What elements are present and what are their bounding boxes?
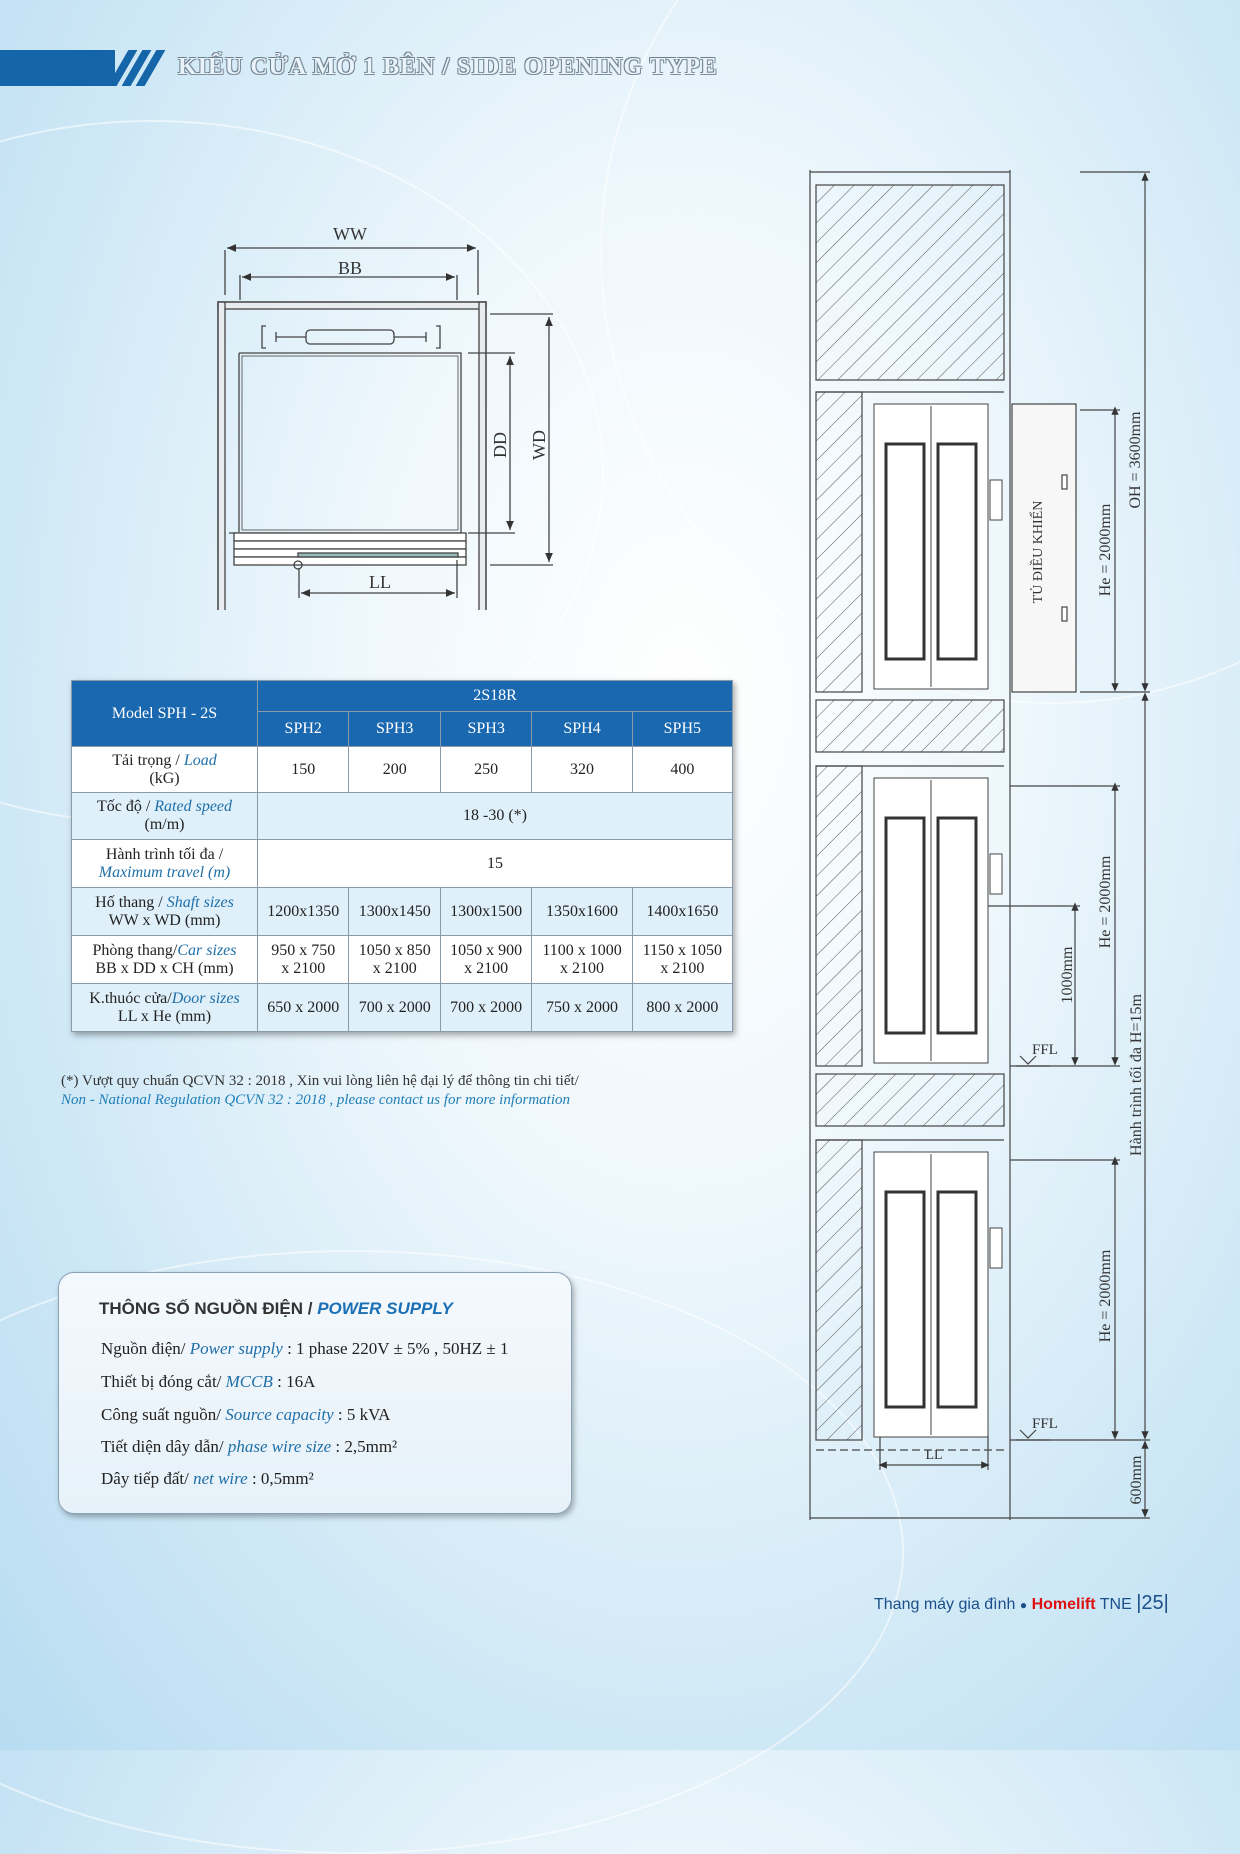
footer-label: Thang máy gia đình	[874, 1596, 1016, 1613]
table-cell: 1100 x 1000 x 2100	[532, 936, 632, 984]
table-cell: 250	[440, 747, 531, 793]
page-number: |25|	[1136, 1592, 1169, 1614]
table-cell: 650 x 2000	[258, 984, 349, 1032]
section-drawing	[780, 160, 1180, 1550]
travel-label: Hành trình tối đa H=15m	[1128, 994, 1145, 1156]
ffl-label: FFL	[1032, 1416, 1058, 1432]
table-row	[72, 793, 733, 840]
ffl-label: FFL	[1032, 1042, 1058, 1058]
footer-brand: Homelift	[1031, 1596, 1096, 1613]
power-item: Công suất nguồn/ Source capacity : 5 kVA	[101, 1405, 391, 1424]
model-name: SPH3	[349, 712, 440, 747]
row-label: Phòng thang/Car sizes BB x DD x CH (mm)	[72, 936, 258, 984]
table-cell: 150	[258, 747, 349, 793]
power-item: Nguồn điện/ Power supply : 1 phase 220V ± 5% , 50HZ ± 1	[101, 1339, 509, 1358]
table-cell: 400	[632, 747, 732, 793]
footer-bullet: ●	[1019, 1598, 1028, 1612]
page-footer	[874, 1592, 1169, 1615]
row-label: Tốc độ / Rated speed (m/m)	[72, 793, 258, 840]
table-cell: 1150 x 1050 x 2100	[632, 936, 732, 984]
he-label: He = 2000mm	[1097, 503, 1114, 597]
table-row	[72, 936, 733, 984]
model-name: SPH2	[258, 712, 349, 747]
row-label: Hố thang / Shaft sizes WW x WD (mm)	[72, 888, 258, 936]
dd-label: DD	[490, 432, 510, 458]
model-name: SPH4	[532, 712, 632, 747]
table-row	[72, 747, 733, 793]
spec-table	[71, 680, 733, 1032]
he-label: He = 2000mm	[1097, 1249, 1114, 1343]
footer-suffix: TNE	[1095, 1596, 1132, 1613]
table-cell: 1050 x 900 x 2100	[440, 936, 531, 984]
table-cell: 750 x 2000	[532, 984, 632, 1032]
model-name: SPH5	[632, 712, 732, 747]
plan-view-drawing	[200, 220, 570, 610]
sensor-label: 1000mm	[1059, 946, 1076, 1004]
footnote	[61, 1072, 579, 1110]
cabinet-label: TỦ ĐIỀU KHIỂN	[1031, 500, 1046, 604]
power-supply-title: THÔNG SỐ NGUỒN ĐIỆN / POWER SUPPLY	[99, 1299, 453, 1318]
model-label: Model SPH - 2S	[72, 681, 258, 747]
table-cell: 1300x1450	[349, 888, 440, 936]
group-label: 2S18R	[258, 681, 733, 712]
row-label: Hành trình tối đa / Maximum travel (m)	[72, 840, 258, 888]
power-supply-box	[58, 1272, 572, 1514]
ll-label: LL	[369, 572, 391, 592]
table-cell: 800 x 2000	[632, 984, 732, 1032]
wd-label: WD	[529, 430, 549, 460]
table-cell: 1050 x 850 x 2100	[349, 936, 440, 984]
table-cell: 700 x 2000	[349, 984, 440, 1032]
page-title: KIỂU CỬA MỞ 1 BÊN / SIDE OPENING TYPE	[178, 54, 718, 80]
ww-label: WW	[333, 224, 367, 244]
power-item: Tiết diện dây dẫn/ phase wire size : 2,5mm²	[101, 1437, 398, 1456]
header-bar	[0, 50, 115, 86]
row-label: K.thuóc cửa/Door sizes LL x He (mm)	[72, 984, 258, 1032]
table-cell: 15	[258, 840, 733, 888]
table-cell: 950 x 750 x 2100	[258, 936, 349, 984]
table-cell: 1350x1600	[532, 888, 632, 936]
footnote-en: Non - National Regulation QCVN 32 : 2018 , please contact us for more information	[61, 1092, 571, 1108]
ll-label: LL	[925, 1448, 943, 1463]
table-cell: 1400x1650	[632, 888, 732, 936]
table-row	[72, 840, 733, 888]
table-cell: 1200x1350	[258, 888, 349, 936]
table-cell: 1300x1500	[440, 888, 531, 936]
row-label: Tải trọng / Load (kG)	[72, 747, 258, 793]
table-row	[72, 984, 733, 1032]
pit-label: 600mm	[1128, 1455, 1145, 1505]
footnote-vi: (*) Vượt quy chuẩn QCVN 32 : 2018 , Xin vui lòng liên hệ đại lý để thông tin chi tiết/	[61, 1073, 579, 1089]
table-cell: 200	[349, 747, 440, 793]
he-label: He = 2000mm	[1097, 855, 1114, 949]
table-cell: 18 -30 (*)	[258, 793, 733, 840]
power-item: Thiết bị đóng cắt/ MCCB : 16A	[101, 1372, 316, 1391]
table-row	[72, 888, 733, 936]
power-item: Dây tiếp đất/ net wire : 0,5mm²	[101, 1469, 314, 1488]
table-cell: 700 x 2000	[440, 984, 531, 1032]
table-cell: 320	[532, 747, 632, 793]
bb-label: BB	[337, 258, 363, 278]
model-name: SPH3	[440, 712, 531, 747]
oh-label: OH = 3600mm	[1127, 411, 1144, 509]
